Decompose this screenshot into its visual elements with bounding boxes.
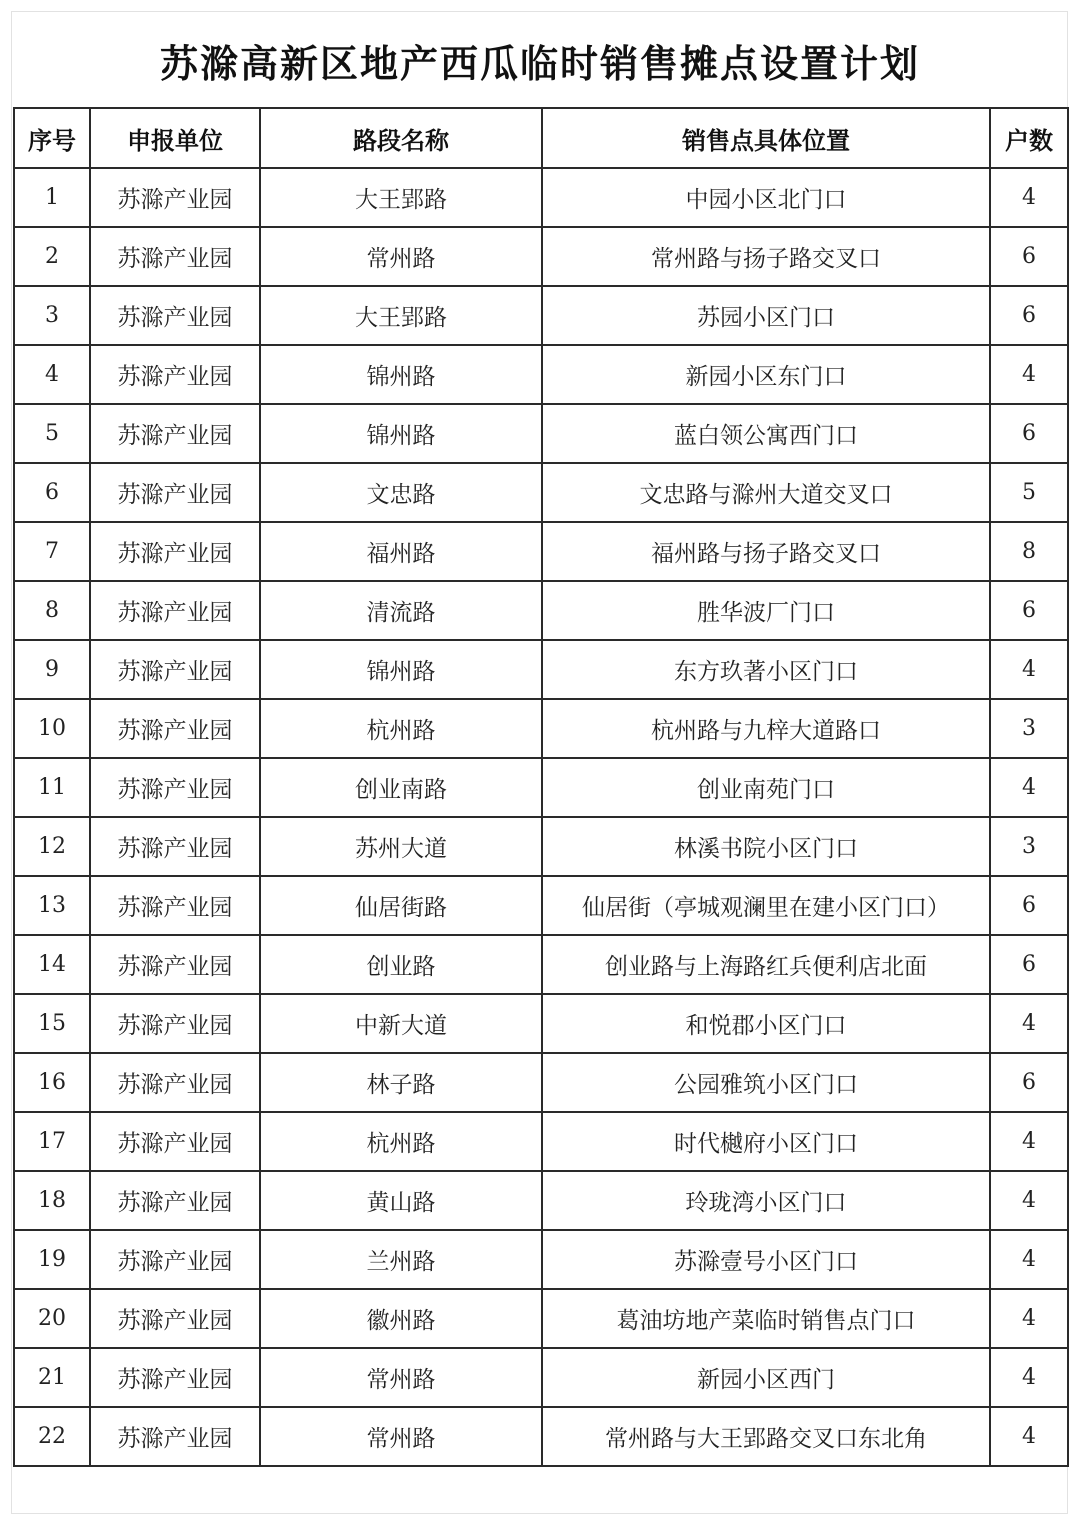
cell-applicant-unit: 苏滁产业园 [90,1348,260,1407]
cell-road-name: 兰州路 [260,1230,542,1289]
header-serial-number: 序号 [14,108,90,168]
cell-household-count: 4 [990,1289,1068,1348]
table-row [14,227,1068,286]
table-header [14,108,1068,168]
cell-serial-number: 1 [14,168,90,227]
cell-specific-location: 东方玖著小区门口 [542,640,990,699]
table-row [14,522,1068,581]
cell-household-count: 4 [990,1171,1068,1230]
cell-applicant-unit: 苏滁产业园 [90,168,260,227]
cell-road-name: 常州路 [260,227,542,286]
cell-road-name: 锦州路 [260,404,542,463]
cell-specific-location: 公园雅筑小区门口 [542,1053,990,1112]
table-row [14,1053,1068,1112]
cell-applicant-unit: 苏滁产业园 [90,994,260,1053]
cell-road-name: 创业南路 [260,758,542,817]
cell-applicant-unit: 苏滁产业园 [90,1289,260,1348]
table-row [14,1230,1068,1289]
document-title: 苏滁高新区地产西瓜临时销售摊点设置计划 [159,41,920,86]
cell-serial-number: 16 [14,1053,90,1112]
cell-specific-location: 新园小区西门 [542,1348,990,1407]
cell-household-count: 4 [990,640,1068,699]
cell-specific-location: 林溪书院小区门口 [542,817,990,876]
cell-road-name: 常州路 [260,1348,542,1407]
cell-household-count: 4 [990,1407,1068,1466]
cell-road-name: 苏州大道 [260,817,542,876]
cell-specific-location: 常州路与大王郢路交叉口东北角 [542,1407,990,1466]
cell-specific-location: 常州路与扬子路交叉口 [542,227,990,286]
cell-road-name: 锦州路 [260,640,542,699]
cell-applicant-unit: 苏滁产业园 [90,1230,260,1289]
cell-applicant-unit: 苏滁产业园 [90,935,260,994]
cell-applicant-unit: 苏滁产业园 [90,286,260,345]
cell-road-name: 中新大道 [260,994,542,1053]
cell-road-name: 福州路 [260,522,542,581]
cell-household-count: 6 [990,1053,1068,1112]
table-row [14,1289,1068,1348]
cell-serial-number: 13 [14,876,90,935]
cell-household-count: 5 [990,463,1068,522]
cell-household-count: 6 [990,404,1068,463]
cell-specific-location: 葛油坊地产菜临时销售点门口 [542,1289,990,1348]
table-row [14,935,1068,994]
cell-specific-location: 福州路与扬子路交叉口 [542,522,990,581]
cell-household-count: 8 [990,522,1068,581]
cell-applicant-unit: 苏滁产业园 [90,1407,260,1466]
cell-road-name: 仙居街路 [260,876,542,935]
cell-road-name: 杭州路 [260,1112,542,1171]
cell-serial-number: 18 [14,1171,90,1230]
cell-specific-location: 创业路与上海路红兵便利店北面 [542,935,990,994]
table-row [14,817,1068,876]
cell-serial-number: 12 [14,817,90,876]
cell-road-name: 徽州路 [260,1289,542,1348]
cell-serial-number: 21 [14,1348,90,1407]
cell-specific-location: 和悦郡小区门口 [542,994,990,1053]
cell-applicant-unit: 苏滁产业园 [90,404,260,463]
cell-serial-number: 8 [14,581,90,640]
cell-road-name: 黄山路 [260,1171,542,1230]
cell-household-count: 3 [990,699,1068,758]
table-row [14,699,1068,758]
cell-household-count: 4 [990,1112,1068,1171]
cell-serial-number: 20 [14,1289,90,1348]
table-row [14,286,1068,345]
table-row [14,168,1068,227]
cell-serial-number: 15 [14,994,90,1053]
cell-serial-number: 11 [14,758,90,817]
cell-applicant-unit: 苏滁产业园 [90,817,260,876]
cell-specific-location: 文忠路与滁州大道交叉口 [542,463,990,522]
cell-serial-number: 6 [14,463,90,522]
table-row [14,1348,1068,1407]
cell-specific-location: 新园小区东门口 [542,345,990,404]
cell-specific-location: 玲珑湾小区门口 [542,1171,990,1230]
cell-serial-number: 17 [14,1112,90,1171]
table-row [14,1171,1068,1230]
cell-specific-location: 杭州路与九梓大道路口 [542,699,990,758]
table-row [14,1407,1068,1466]
cell-applicant-unit: 苏滁产业园 [90,522,260,581]
cell-specific-location: 创业南苑门口 [542,758,990,817]
cell-household-count: 6 [990,227,1068,286]
cell-household-count: 4 [990,994,1068,1053]
table-row [14,758,1068,817]
cell-road-name: 创业路 [260,935,542,994]
cell-applicant-unit: 苏滁产业园 [90,758,260,817]
cell-serial-number: 4 [14,345,90,404]
cell-applicant-unit: 苏滁产业园 [90,581,260,640]
cell-specific-location: 蓝白领公寓西门口 [542,404,990,463]
cell-specific-location: 苏滁壹号小区门口 [542,1230,990,1289]
cell-applicant-unit: 苏滁产业园 [90,876,260,935]
cell-applicant-unit: 苏滁产业园 [90,699,260,758]
table-row [14,1112,1068,1171]
cell-road-name: 大王郢路 [260,286,542,345]
cell-applicant-unit: 苏滁产业园 [90,463,260,522]
table-row [14,994,1068,1053]
header-specific-location: 销售点具体位置 [542,108,990,168]
cell-specific-location: 仙居街（亭城观澜里在建小区门口） [542,876,990,935]
cell-applicant-unit: 苏滁产业园 [90,227,260,286]
table-row [14,345,1068,404]
cell-road-name: 常州路 [260,1407,542,1466]
cell-serial-number: 9 [14,640,90,699]
table-row [14,640,1068,699]
table-row [14,404,1068,463]
cell-applicant-unit: 苏滁产业园 [90,1053,260,1112]
cell-serial-number: 14 [14,935,90,994]
cell-road-name: 林子路 [260,1053,542,1112]
cell-household-count: 6 [990,935,1068,994]
table-row [14,581,1068,640]
cell-applicant-unit: 苏滁产业园 [90,640,260,699]
cell-serial-number: 22 [14,1407,90,1466]
sales-point-table [13,107,1069,1467]
cell-road-name: 杭州路 [260,699,542,758]
header-road-name: 路段名称 [260,108,542,168]
header-household-count: 户数 [990,108,1068,168]
header-row [14,108,1068,168]
header-applicant-unit: 申报单位 [90,108,260,168]
cell-road-name: 大王郢路 [260,168,542,227]
cell-applicant-unit: 苏滁产业园 [90,1112,260,1171]
cell-serial-number: 19 [14,1230,90,1289]
cell-household-count: 4 [990,168,1068,227]
cell-applicant-unit: 苏滁产业园 [90,1171,260,1230]
table-body [14,168,1068,1466]
cell-household-count: 4 [990,1348,1068,1407]
cell-household-count: 6 [990,876,1068,935]
cell-serial-number: 3 [14,286,90,345]
cell-serial-number: 2 [14,227,90,286]
table-row [14,876,1068,935]
cell-serial-number: 7 [14,522,90,581]
cell-specific-location: 时代樾府小区门口 [542,1112,990,1171]
cell-specific-location: 苏园小区门口 [542,286,990,345]
cell-specific-location: 胜华波厂门口 [542,581,990,640]
cell-road-name: 清流路 [260,581,542,640]
cell-serial-number: 5 [14,404,90,463]
cell-household-count: 4 [990,758,1068,817]
cell-serial-number: 10 [14,699,90,758]
cell-household-count: 6 [990,581,1068,640]
cell-household-count: 3 [990,817,1068,876]
cell-road-name: 文忠路 [260,463,542,522]
cell-road-name: 锦州路 [260,345,542,404]
cell-household-count: 6 [990,286,1068,345]
cell-household-count: 4 [990,1230,1068,1289]
cell-applicant-unit: 苏滁产业园 [90,345,260,404]
cell-household-count: 4 [990,345,1068,404]
table-row [14,463,1068,522]
cell-specific-location: 中园小区北门口 [542,168,990,227]
